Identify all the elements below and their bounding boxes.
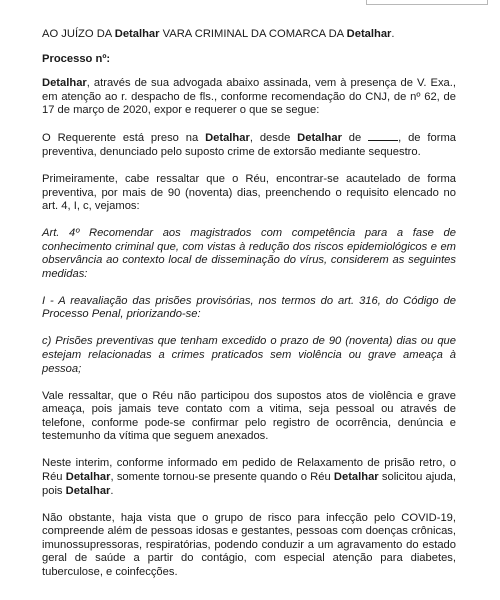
header-placeholder: Detalhar — [346, 28, 392, 40]
paragraph-text: Neste interim, conforme informado em pedido de Relaxamento de prisão retro, o Réu — [42, 457, 456, 483]
header-text: VARA CRIMINAL DA COMARCA DA — [159, 28, 347, 40]
placeholder: Detalhar — [42, 77, 87, 90]
paragraph-text: , através de sua advogada abaixo assinada, vem à presença de V. Exa., em atenção ao r. despacho de fls., conforme recomendação do CNJ, de nº 62, de 17 de março de 2020, expor e requerer o que se segue: — [42, 77, 456, 117]
header-placeholder: Detalhar — [114, 28, 160, 40]
court-header — [42, 28, 456, 42]
paragraph-text: solicitou ajuda, pois — [42, 470, 456, 497]
process-number-label: Processo nº: — [42, 52, 111, 65]
placeholder: Detalhar — [333, 470, 379, 483]
top-input-box — [366, 0, 488, 5]
placeholder: Detalhar — [65, 470, 111, 483]
paragraph-text: . — [110, 484, 114, 497]
citation-art4: Art. 4º Recomendar aos magistrados com competência para a fase de conhecimento criminal que, com vistas à redução dos riscos epidemiológicos e em observância ao contexto local de disseminação do vírus, considerem as seguintes medidas: — [42, 227, 456, 280]
paragraph-meanwhile — [42, 457, 456, 498]
citation-item-i: I - A reavaliação das prisões provisórias, nos termos do art. 316, do Código de Processo Penal, priorizando-se: — [42, 294, 456, 321]
paragraph-first-point: Primeiramente, cabe ressaltar que o Réu, encontrar-se acautelado de forma preventiva, por mais de 90 (noventa) dias, preenchendo o requisito elencado no art. 4, I, c, vejamos: — [42, 172, 456, 213]
placeholder: Detalhar — [65, 484, 111, 497]
header-text: . — [391, 28, 395, 40]
paragraph-text: , desde — [249, 132, 298, 145]
citation-item-c: c) Prisões preventivas que tenham excedido o prazo de 90 (noventa) dias ou que estejam relacionadas a crimes praticados sem violência ou grave ameaça à pessoa; — [42, 335, 456, 375]
paragraph-intro — [42, 77, 456, 118]
header-text: AO JUÍZO DA — [42, 28, 115, 40]
paragraph-text: , de forma preventiva, denunciado pelo suposto crime de extorsão mediante sequestro. — [42, 132, 456, 158]
blank-line — [368, 131, 398, 141]
paragraph-no-violence: Vale ressaltar, que o Réu não participou dos supostos atos de violência e grave ameaça, pois jamais teve contato com a vitima, seja pessoal ou através de telefone, conforme pode-se confirmar pelo registro de ocorrência, denúncia e testemunho da vítima que seguem anexados. — [42, 389, 456, 443]
paragraph-text: de — [341, 132, 369, 145]
document-body — [42, 28, 456, 593]
paragraph-covid-risk: Não obstante, haja vista que o grupo de risco para infecção pelo COVID-19, compreende além de pessoas idosas e gestantes, pessoas com doenças crônicas, imunossupressoras, respiratórias, podendo conduzir a um agravamento do estado geral de saúde a partir do contágio, com especial atenção para diabetes, tuberculose, e coinfecções. — [42, 511, 456, 578]
placeholder: Detalhar — [297, 132, 342, 145]
paragraph-text: , somente tornou-se presente quando o Réu — [110, 470, 334, 483]
paragraph-detention — [42, 131, 456, 159]
paragraph-text: O Requerente está preso na — [42, 132, 206, 145]
placeholder: Detalhar — [205, 132, 250, 145]
